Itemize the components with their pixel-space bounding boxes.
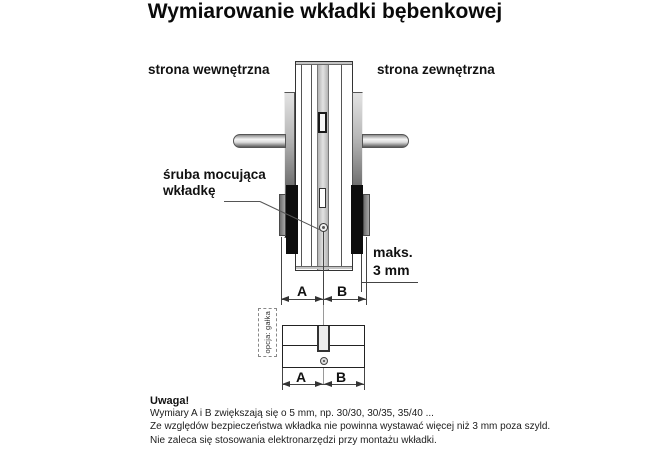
door-layer-line xyxy=(301,65,302,267)
label-max-line1: maks. xyxy=(373,244,413,260)
cylinder-screw-hole-center xyxy=(323,360,325,362)
label-max-protrusion xyxy=(373,243,413,279)
arrowhead-icon xyxy=(315,381,323,387)
dimension-b-label-upper: B xyxy=(336,283,348,299)
knob-option-label: opcja: gałka xyxy=(263,311,272,354)
knob-option-box xyxy=(258,308,277,357)
note-line: Ze względów bezpieczeństwa wkładka nie powinna wystawać więcej niż 3 mm poza szyld. xyxy=(150,421,551,432)
extension-line xyxy=(281,237,282,305)
extension-line xyxy=(364,368,365,390)
cylinder-end-right xyxy=(363,194,370,236)
door-layer-line xyxy=(311,65,312,267)
dimension-b-label-lower: B xyxy=(335,369,347,385)
extension-line xyxy=(366,237,367,305)
door-handle-right xyxy=(362,134,409,148)
max-callout-line-horizontal xyxy=(361,282,418,283)
label-fixing-screw xyxy=(163,167,266,199)
arrowhead-icon xyxy=(281,296,289,302)
door-layer-line xyxy=(341,65,342,267)
page-title: Wymiarowanie wkładki bębenkowej xyxy=(147,0,503,23)
arrowhead-icon xyxy=(324,296,332,302)
note-line: Nie zaleca się stosowania elektronarzędzi przy montażu wkładki. xyxy=(150,435,437,446)
fixing-screw-center xyxy=(322,226,325,229)
cylinder-cam-opening xyxy=(317,326,330,352)
center-extension-line xyxy=(323,232,324,305)
cylinder-end-left xyxy=(279,194,286,236)
security-shield-right xyxy=(351,185,363,254)
label-inner-side: strona wewnętrzna xyxy=(148,62,270,77)
arrowhead-icon xyxy=(282,381,290,387)
arrowhead-icon xyxy=(315,296,323,302)
door-bottom-edge xyxy=(296,266,352,269)
label-max-line2: 3 mm xyxy=(373,262,410,278)
notes-heading: Uwaga! xyxy=(150,395,190,407)
door-top-edge xyxy=(296,62,352,65)
cylinder-cam-slot xyxy=(318,112,327,133)
arrowhead-icon xyxy=(356,381,364,387)
label-fixing-screw-line1: śruba mocująca xyxy=(163,167,266,182)
dimension-a-label-lower: A xyxy=(295,369,307,385)
note-line: Wymiary A i B zwiększają się o 5 mm, np. 30/30, 30/35, 35/40 ... xyxy=(150,408,434,419)
max-callout-line-vertical xyxy=(361,254,362,292)
cylinder-keyway-slot xyxy=(319,188,326,208)
leader-line xyxy=(224,201,260,202)
dimension-a-label-upper: A xyxy=(296,283,308,299)
arrowhead-icon xyxy=(358,296,366,302)
label-fixing-screw-line2: wkładkę xyxy=(163,183,216,198)
label-outer-side: strona zewnętrzna xyxy=(377,62,495,77)
door-handle-left xyxy=(233,134,286,148)
